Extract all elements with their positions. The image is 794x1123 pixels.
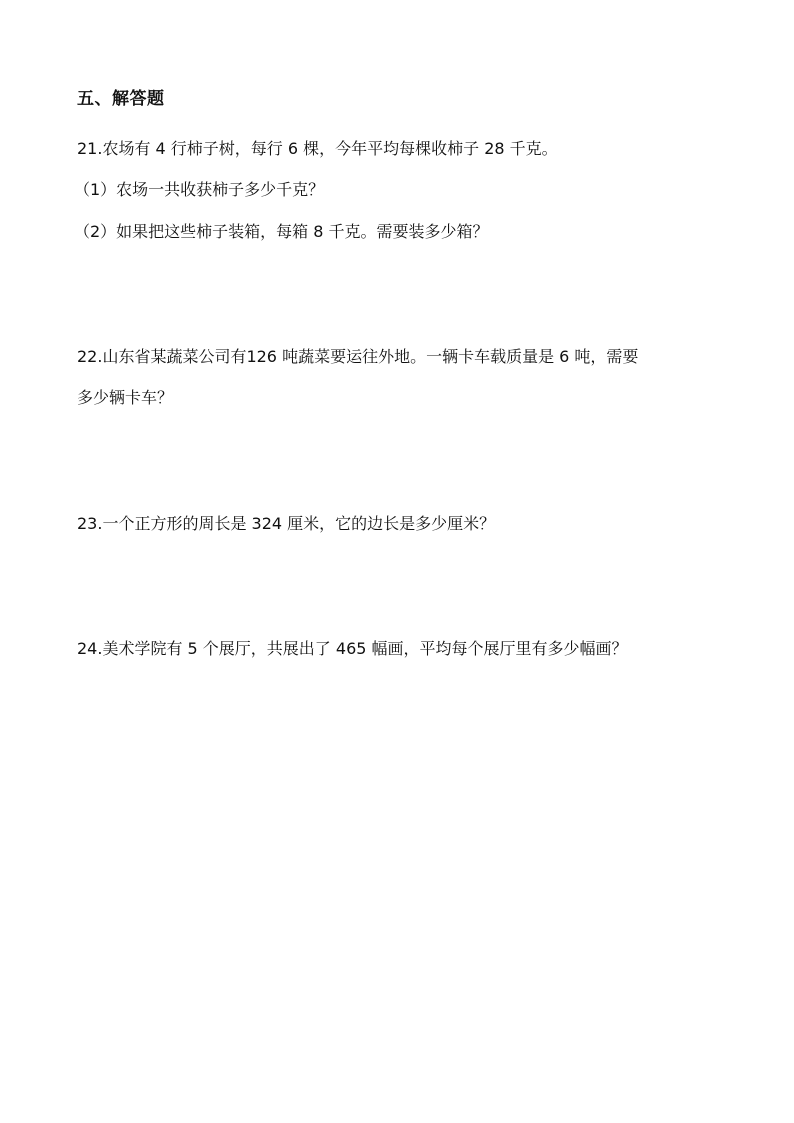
question-24-stem: 24.美术学院有 5 个展厅，共展出了 465 幅画，平均每个展厅里有多少幅画？ [77,639,628,658]
section-title: 五、解答题 [77,89,165,109]
question-22-line-2: 多少辆卡车？ [77,388,174,407]
question-21-part-2: （2）如果把这些柿子装箱，每箱 8 千克。需要装多少箱？ [74,222,489,241]
question-23-stem: 23.一个正方形的周长是 324 厘米，它的边长是多少厘米？ [77,514,496,533]
question-21-stem: 21.农场有 4 行柿子树，每行 6 棵，今年平均每棵收柿子 28 千克。 [77,139,558,158]
question-21-part-1: （1）农场一共收获柿子多少千克？ [74,180,325,199]
question-22-line-1: 22.山东省某蔬菜公司有126 吨蔬菜要运往外地。一辆卡车载质量是 6 吨，需要 [77,347,639,366]
